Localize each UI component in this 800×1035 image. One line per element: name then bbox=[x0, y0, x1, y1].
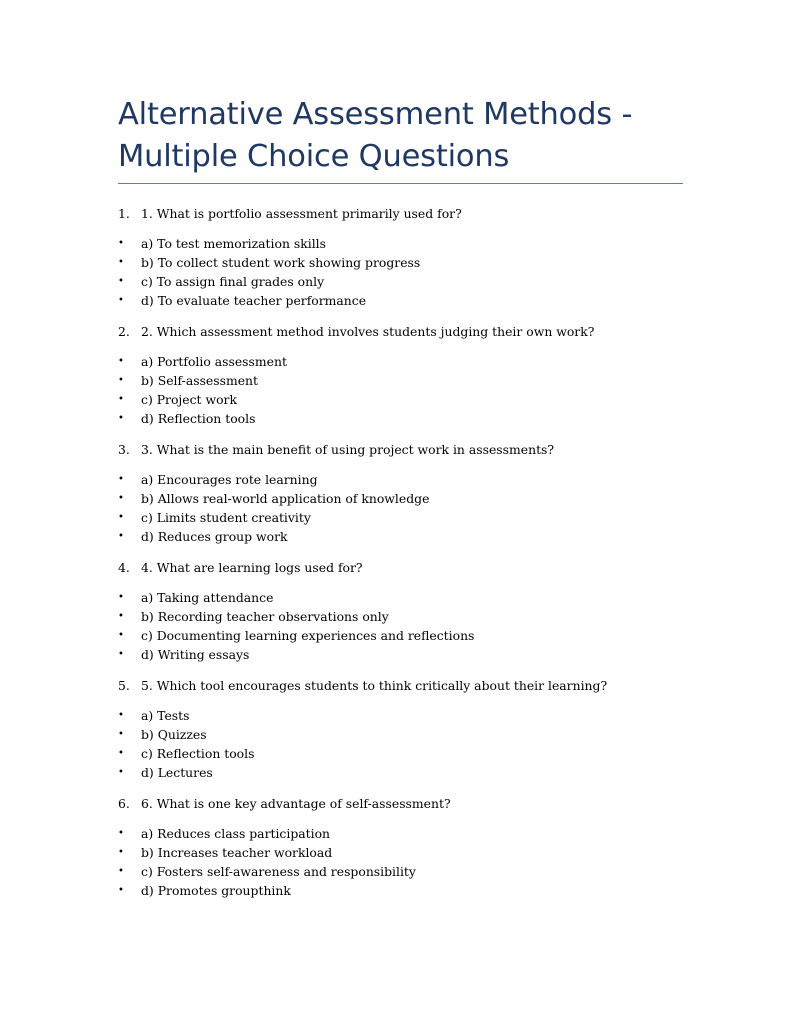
title-divider bbox=[118, 183, 683, 184]
option-list bbox=[118, 352, 683, 428]
option-text: d) Reflection tools bbox=[141, 411, 256, 426]
option-item bbox=[118, 626, 683, 645]
bullet-icon: • bbox=[118, 531, 124, 542]
bullet-icon: • bbox=[118, 474, 124, 485]
option-text: a) To test memorization skills bbox=[141, 236, 326, 251]
option-text: c) Project work bbox=[141, 392, 237, 407]
option-text: a) Encourages rote learning bbox=[141, 472, 318, 487]
bullet-icon: • bbox=[118, 257, 124, 268]
question-text: 1. What is portfolio assessment primarily used for? bbox=[141, 206, 462, 221]
question-2 bbox=[118, 322, 683, 428]
question-text: 5. Which tool encourages students to think critically about their learning? bbox=[141, 678, 608, 693]
bullet-icon: • bbox=[118, 394, 124, 405]
option-text: a) Tests bbox=[141, 708, 190, 723]
bullet-icon: • bbox=[118, 611, 124, 622]
option-text: d) Reduces group work bbox=[141, 529, 288, 544]
option-text: b) Increases teacher workload bbox=[141, 845, 333, 860]
option-item bbox=[118, 607, 683, 626]
option-item bbox=[118, 390, 683, 409]
question-1 bbox=[118, 204, 683, 310]
option-list bbox=[118, 706, 683, 782]
option-item bbox=[118, 527, 683, 546]
option-text: c) Documenting learning experiences and reflections bbox=[141, 628, 475, 643]
option-item bbox=[118, 409, 683, 428]
document-title: Alternative Assessment Methods - Multiple Choice Questions bbox=[118, 97, 633, 174]
option-item bbox=[118, 645, 683, 664]
bullet-icon: • bbox=[118, 885, 124, 896]
option-item bbox=[118, 489, 683, 508]
question-number: 3. bbox=[118, 442, 130, 457]
option-list bbox=[118, 588, 683, 664]
bullet-icon: • bbox=[118, 238, 124, 249]
question-6 bbox=[118, 794, 683, 900]
question-line bbox=[118, 794, 683, 813]
question-number: 5. bbox=[118, 678, 130, 693]
option-text: d) Writing essays bbox=[141, 647, 250, 662]
option-text: c) To assign final grades only bbox=[141, 274, 325, 289]
option-text: c) Reflection tools bbox=[141, 746, 255, 761]
option-text: c) Limits student creativity bbox=[141, 510, 311, 525]
question-number: 1. bbox=[118, 206, 130, 221]
option-text: b) Recording teacher observations only bbox=[141, 609, 389, 624]
option-text: a) Taking attendance bbox=[141, 590, 274, 605]
bullet-icon: • bbox=[118, 493, 124, 504]
bullet-icon: • bbox=[118, 710, 124, 721]
bullet-icon: • bbox=[118, 729, 124, 740]
option-text: a) Reduces class participation bbox=[141, 826, 331, 841]
bullet-icon: • bbox=[118, 866, 124, 877]
option-item bbox=[118, 508, 683, 527]
question-list bbox=[118, 204, 683, 900]
question-3 bbox=[118, 440, 683, 546]
question-number: 6. bbox=[118, 796, 130, 811]
option-text: c) Fosters self-awareness and responsibility bbox=[141, 864, 416, 879]
bullet-icon: • bbox=[118, 592, 124, 603]
option-item bbox=[118, 763, 683, 782]
option-item bbox=[118, 371, 683, 390]
document-page bbox=[118, 94, 683, 912]
option-text: a) Portfolio assessment bbox=[141, 354, 287, 369]
question-text: 3. What is the main benefit of using project work in assessments? bbox=[141, 442, 555, 457]
bullet-icon: • bbox=[118, 649, 124, 660]
question-5 bbox=[118, 676, 683, 782]
option-text: b) To collect student work showing progress bbox=[141, 255, 421, 270]
bullet-icon: • bbox=[118, 276, 124, 287]
option-text: b) Quizzes bbox=[141, 727, 207, 742]
option-item bbox=[118, 881, 683, 900]
bullet-icon: • bbox=[118, 828, 124, 839]
question-line bbox=[118, 440, 683, 459]
option-item bbox=[118, 843, 683, 862]
option-item bbox=[118, 862, 683, 881]
bullet-icon: • bbox=[118, 295, 124, 306]
option-text: b) Self-assessment bbox=[141, 373, 259, 388]
option-item bbox=[118, 725, 683, 744]
question-4 bbox=[118, 558, 683, 664]
question-line bbox=[118, 204, 683, 223]
bullet-icon: • bbox=[118, 356, 124, 367]
bullet-icon: • bbox=[118, 512, 124, 523]
bullet-icon: • bbox=[118, 748, 124, 759]
question-number: 4. bbox=[118, 560, 130, 575]
option-item bbox=[118, 253, 683, 272]
question-line bbox=[118, 676, 683, 695]
option-item bbox=[118, 291, 683, 310]
question-text: 6. What is one key advantage of self-assessment? bbox=[141, 796, 451, 811]
bullet-icon: • bbox=[118, 767, 124, 778]
option-text: b) Allows real-world application of knowledge bbox=[141, 491, 430, 506]
option-list bbox=[118, 470, 683, 546]
option-text: d) Promotes groupthink bbox=[141, 883, 291, 898]
option-item bbox=[118, 588, 683, 607]
option-item bbox=[118, 272, 683, 291]
bullet-icon: • bbox=[118, 630, 124, 641]
option-item bbox=[118, 234, 683, 253]
question-number: 2. bbox=[118, 324, 130, 339]
option-item bbox=[118, 352, 683, 371]
option-item bbox=[118, 470, 683, 489]
bullet-icon: • bbox=[118, 413, 124, 424]
option-text: d) Lectures bbox=[141, 765, 213, 780]
option-list bbox=[118, 234, 683, 310]
option-item bbox=[118, 744, 683, 763]
option-item bbox=[118, 824, 683, 843]
question-text: 4. What are learning logs used for? bbox=[141, 560, 363, 575]
question-line bbox=[118, 322, 683, 341]
option-list bbox=[118, 824, 683, 900]
question-text: 2. Which assessment method involves students judging their own work? bbox=[141, 324, 595, 339]
bullet-icon: • bbox=[118, 375, 124, 386]
option-text: d) To evaluate teacher performance bbox=[141, 293, 367, 308]
bullet-icon: • bbox=[118, 847, 124, 858]
question-line bbox=[118, 558, 683, 577]
option-item bbox=[118, 706, 683, 725]
